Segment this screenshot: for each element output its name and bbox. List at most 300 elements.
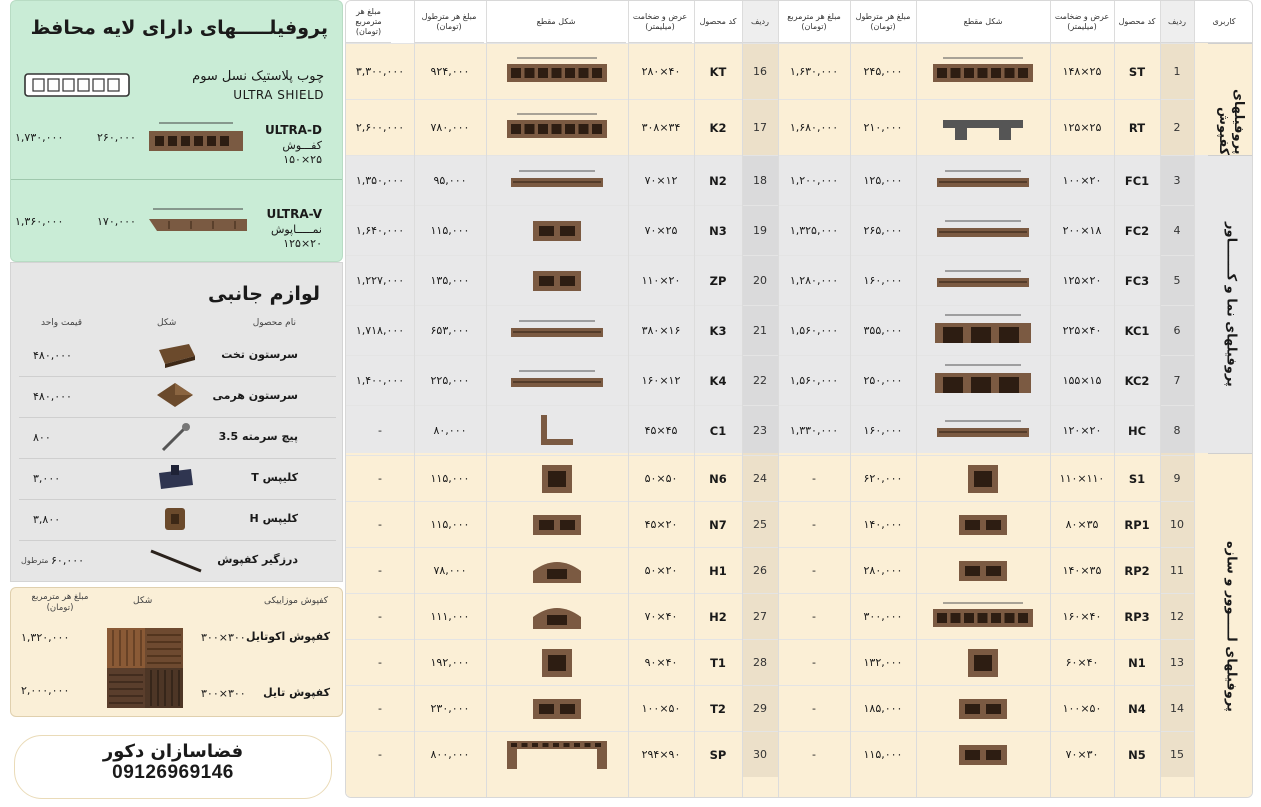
accessory-name: درزگیر کفپوش: [217, 553, 298, 566]
table-row: [346, 305, 778, 355]
product-code: SP: [709, 747, 727, 762]
price-per-m2: -: [812, 702, 816, 715]
clip-t-icon: [145, 461, 205, 495]
section-shape: [916, 406, 1050, 455]
accessory-price: ۸۰۰: [33, 431, 51, 444]
dimensions: ۱۰۰×۵۰: [641, 702, 681, 715]
mosaic-item-dims: ۳۰۰×۳۰۰: [201, 687, 246, 700]
header-price-m2-right: مبلغ هر مترمربع (تومان): [778, 1, 850, 43]
table-row: [778, 205, 1194, 255]
column-divider: [1160, 1, 1161, 797]
price-per-m2: -: [812, 610, 816, 623]
shield-item-price-m2: ۱,۷۳۰,۰۰۰: [15, 131, 64, 144]
section-shape: [916, 640, 1050, 685]
price-per-m2: -: [812, 518, 816, 531]
dimensions: ۲۲۵×۴۰: [1062, 324, 1102, 337]
accessory-row: [11, 540, 344, 580]
dimensions: ۲۰۰×۱۸: [1062, 224, 1102, 237]
table-row: [778, 355, 1194, 405]
column-divider: [916, 1, 917, 797]
accessory-name: سرستون تخت: [221, 348, 298, 361]
profile-section-icon: [493, 644, 621, 682]
accessory-name: کلیپس H: [249, 512, 298, 525]
price-per-meter: ۲۵۰,۰۰۰: [863, 374, 903, 387]
price-per-m2: ۱,۲۸۰,۰۰۰: [789, 274, 839, 287]
row-number: 29: [742, 686, 778, 731]
dimensions: ۱۰۰×۲۰: [1062, 174, 1102, 187]
price-per-meter: ۱۴۰,۰۰۰: [863, 518, 903, 531]
section-shape: [916, 594, 1050, 639]
dimensions: ۶۰×۴۰: [1065, 656, 1099, 669]
section-shape: [486, 548, 628, 593]
product-code: K4: [709, 373, 727, 388]
clip-h-icon: [145, 502, 205, 536]
header-shape-left: شکل مقطع: [486, 1, 626, 43]
profile-section-icon: [923, 552, 1043, 590]
dimensions: ۷۰×۳۰: [1065, 748, 1099, 761]
profile-section-icon: [923, 210, 1043, 252]
price-per-m2: ۱,۴۰۰,۰۰۰: [355, 374, 405, 387]
column-divider: [1194, 1, 1195, 797]
dimensions: ۲۸۰×۴۰: [641, 65, 681, 78]
table-row: [346, 501, 778, 547]
row-number: 5: [1160, 256, 1194, 305]
row-number: 4: [1160, 206, 1194, 255]
column-divider: [742, 1, 743, 797]
usage-facade: پروفیلهای نما و کـــــــاور: [1208, 155, 1253, 453]
product-code: RT: [1128, 120, 1146, 135]
mosaic-item-dims: ۳۰۰×۳۰۰: [201, 631, 246, 644]
product-code: T2: [710, 701, 726, 716]
product-code: N2: [709, 173, 727, 188]
price-per-meter: ۲۲۵,۰۰۰: [430, 374, 470, 387]
price-per-meter: ۲۶۵,۰۰۰: [863, 224, 903, 237]
column-divider: [778, 1, 779, 797]
price-per-meter: ۱۱۱,۰۰۰: [430, 610, 470, 623]
shield-item-type: نمـــــاپوش: [270, 223, 322, 236]
dimensions: ۵۰×۵۰: [644, 472, 678, 485]
table-row: [778, 501, 1194, 547]
price-per-m2: ۱,۳۵۰,۰۰۰: [355, 174, 405, 187]
table-row: [346, 455, 778, 501]
price-per-m2: -: [378, 424, 382, 437]
profile-section-icon: [493, 690, 621, 728]
price-per-meter: ۱۶۰,۰۰۰: [863, 424, 903, 437]
product-code: K2: [709, 120, 727, 135]
profile-section-icon: [923, 48, 1043, 96]
mosaic-panel: [10, 587, 343, 717]
price-per-meter: ۸۰۰,۰۰۰: [430, 748, 470, 761]
header-usage: کاربری: [1194, 1, 1253, 43]
row-number: 15: [1160, 732, 1194, 777]
profile-section-icon: [493, 410, 621, 452]
product-code: K3: [709, 323, 727, 338]
section-shape: [486, 594, 628, 639]
price-per-meter: ۱۱۵,۰۰۰: [430, 224, 470, 237]
header-shape-right: شکل مقطع: [916, 1, 1050, 43]
mosaic-item-name: کفپوش تایل: [263, 686, 330, 699]
product-code: N3: [709, 223, 727, 238]
section-shape: [486, 732, 628, 777]
price-per-meter: ۸۰,۰۰۰: [433, 424, 467, 437]
section-shape: [486, 406, 628, 455]
product-code: RP1: [1124, 517, 1150, 532]
product-code: H1: [709, 563, 727, 578]
price-per-m2: -: [812, 472, 816, 485]
dimensions: ۴۵×۲۰: [644, 518, 678, 531]
price-per-m2: -: [812, 656, 816, 669]
header-code-right: کد محصول: [1114, 1, 1160, 43]
dimensions: ۴۵×۴۵: [644, 424, 678, 437]
screw-icon: [145, 420, 205, 454]
header-row-right: ردیف: [1160, 1, 1194, 43]
accessory-row: [11, 335, 344, 375]
table-row: [778, 547, 1194, 593]
price-per-m2: ۱,۳۲۵,۰۰۰: [789, 224, 839, 237]
row-number: 20: [742, 256, 778, 305]
dimensions: ۱۲۰×۲۰: [1062, 424, 1102, 437]
price-per-m2: ۱,۶۸۰,۰۰۰: [789, 121, 839, 134]
shield-item-ultra-d: [11, 113, 344, 173]
profile-section-icon: [923, 360, 1043, 402]
profile-section-icon: [923, 736, 1043, 774]
dimensions: ۱۱۰×۱۱۰: [1059, 472, 1105, 485]
header-price-m-right: مبلغ هر مترطول (تومان): [850, 1, 916, 43]
product-code: ST: [1128, 64, 1146, 79]
price-per-meter: ۶۵۳,۰۰۰: [430, 324, 470, 337]
mosaic-item-name: کفپوش اکوتایل: [246, 630, 330, 643]
table-row: [778, 685, 1194, 731]
table-row: [346, 155, 778, 205]
product-code: RP2: [1124, 563, 1150, 578]
dimensions: ۷۰×۴۰: [644, 610, 678, 623]
cap-pyramid-icon: [145, 379, 205, 413]
row-number: 22: [742, 356, 778, 405]
row-number: 8: [1160, 406, 1194, 455]
table-row: [778, 155, 1194, 205]
accessory-row: [11, 458, 344, 498]
product-code: KT: [709, 64, 727, 79]
dimensions: ۱۶۰×۴۰: [1062, 610, 1102, 623]
header-code-left: کد محصول: [694, 1, 742, 43]
row-number: 14: [1160, 686, 1194, 731]
price-per-m2: -: [378, 702, 382, 715]
contact-card: [14, 735, 332, 799]
section-shape: [916, 356, 1050, 405]
dimensions: ۱۲۵×۲۵: [1062, 121, 1102, 134]
mosaic-item-price: ۲,۰۰۰,۰۰۰: [21, 684, 70, 697]
price-per-meter: ۷۸۰,۰۰۰: [430, 121, 470, 134]
row-number: 16: [742, 44, 778, 99]
dimensions: ۱۰۰×۵۰: [1062, 702, 1102, 715]
profile-section-icon: [923, 644, 1043, 682]
cap-flat-icon: [145, 338, 205, 372]
accessories-header-price: قیمت واحد: [41, 318, 83, 328]
product-code: KC1: [1124, 323, 1150, 338]
usage-louver: پروفیلهای لـــــوور و سازه: [1208, 453, 1253, 798]
column-divider: [414, 1, 415, 797]
dimensions: ۱۵۵×۱۵: [1062, 374, 1102, 387]
row-number: 28: [742, 640, 778, 685]
dimensions: ۱۴۰×۳۵: [1062, 564, 1102, 577]
section-shape: [486, 44, 628, 99]
table-row: [778, 731, 1194, 777]
section-shape: [916, 156, 1050, 205]
profile-section-icon: [923, 690, 1043, 728]
price-per-m2: ۱,۷۱۸,۰۰۰: [355, 324, 405, 337]
profile-section-icon: [493, 48, 621, 96]
ultra-shield-panel: [10, 0, 343, 262]
accessories-header-shape: شکل: [157, 318, 177, 328]
row-number: 17: [742, 100, 778, 155]
row-number: 2: [1160, 100, 1194, 155]
product-code: H2: [709, 609, 727, 624]
table-row: [346, 593, 778, 639]
shield-item-name: ULTRA-D: [264, 123, 322, 137]
product-code: N6: [709, 471, 727, 486]
header-dims-left: عرض و ضخامت (میلیمتر): [628, 1, 692, 43]
table-row: [346, 255, 778, 305]
table-row: [778, 639, 1194, 685]
row-number: 13: [1160, 640, 1194, 685]
table-row: [346, 99, 778, 155]
price-per-meter: ۱۳۲,۰۰۰: [863, 656, 903, 669]
section-shape: [486, 356, 628, 405]
profile-section-icon: [923, 310, 1043, 352]
price-per-meter: ۱۲۵,۰۰۰: [863, 174, 903, 187]
header-price-m-left: مبلغ هر مترطول (تومان): [414, 1, 484, 43]
accessory-price: ۳,۰۰۰: [33, 472, 61, 485]
price-per-m2: ۱,۳۳۰,۰۰۰: [789, 424, 839, 437]
product-code: S1: [1128, 471, 1146, 486]
dimensions: ۱۶۰×۱۲: [641, 374, 681, 387]
price-per-meter: ۱۱۵,۰۰۰: [430, 472, 470, 485]
product-code: C1: [709, 423, 727, 438]
profile-section-icon: [493, 506, 621, 544]
shield-item-price-m: ۲۶۰,۰۰۰: [97, 131, 136, 144]
header-row-left: ردیف: [742, 1, 778, 43]
dimensions: ۸۰×۳۵: [1065, 518, 1099, 531]
row-number: 6: [1160, 306, 1194, 355]
section-shape: [486, 156, 628, 205]
price-per-meter: ۱۳۵,۰۰۰: [430, 274, 470, 287]
row-number: 11: [1160, 548, 1194, 593]
table-row: [778, 305, 1194, 355]
header-price-m2-left: مبلغ هر مترمربع (تومان): [346, 1, 391, 43]
profile-section-icon: [493, 460, 621, 498]
mosaic-header-price: مبلغ هر مترمربع (تومان): [31, 592, 89, 613]
column-divider: [1114, 1, 1115, 797]
section-shape: [916, 100, 1050, 155]
price-per-meter: ۲۸۰,۰۰۰: [863, 564, 903, 577]
table-row: [346, 731, 778, 777]
price-per-m2: -: [378, 518, 382, 531]
column-divider: [1050, 1, 1051, 797]
ultra-d-profile-icon: [139, 117, 259, 159]
shield-item-ultra-v: [11, 197, 344, 257]
price-table: [345, 0, 1253, 798]
price-per-meter: ۹۲۴,۰۰۰: [430, 65, 470, 78]
seal-strip-icon: [145, 543, 205, 577]
table-row: [346, 355, 778, 405]
column-divider: [628, 1, 629, 797]
accessories-header-name: نام محصول: [252, 318, 296, 328]
row-number: 30: [742, 732, 778, 777]
profile-section-icon: [923, 460, 1043, 498]
product-code: RP3: [1124, 609, 1150, 624]
column-divider: [850, 1, 851, 797]
accessory-name: پیچ سرمته 3.5: [218, 430, 298, 443]
profile-section-icon: [493, 310, 621, 352]
ultra-v-profile-icon: [139, 201, 259, 243]
dimensions: ۹۰×۴۰: [644, 656, 678, 669]
row-number: 25: [742, 502, 778, 547]
product-code: N1: [1128, 655, 1146, 670]
row-number: 12: [1160, 594, 1194, 639]
accessory-row: [11, 499, 344, 539]
price-per-meter: ۲۳۰,۰۰۰: [430, 702, 470, 715]
section-shape: [916, 44, 1050, 99]
dimensions: ۲۹۴×۹۰: [641, 748, 681, 761]
dimensions: ۳۰۸×۳۴: [641, 121, 681, 134]
profile-section-icon: [493, 598, 621, 636]
row-number: 10: [1160, 502, 1194, 547]
price-per-meter: ۳۵۵,۰۰۰: [863, 324, 903, 337]
row-number: 19: [742, 206, 778, 255]
row-number: 26: [742, 548, 778, 593]
section-shape: [486, 100, 628, 155]
shield-item-type: کفـــوش: [282, 139, 322, 152]
price-per-m2: -: [812, 564, 816, 577]
section-shape: [916, 502, 1050, 547]
mosaic-item-ecotile: [11, 622, 344, 668]
accessory-price: ۶۰,۰۰۰: [51, 554, 85, 567]
usage-decking: پروفیلهای کفپوش: [1208, 43, 1253, 155]
section-shape: [916, 456, 1050, 501]
shield-item-dims: ۱۵۰×۲۵: [283, 153, 322, 166]
product-code: FC1: [1124, 173, 1150, 188]
row-number: 21: [742, 306, 778, 355]
section-shape: [916, 686, 1050, 731]
profile-section-icon: [493, 210, 621, 252]
accessories-panel: [10, 262, 343, 582]
accessory-price: ۳,۸۰۰: [33, 513, 61, 526]
section-shape: [486, 206, 628, 255]
profile-section-icon: [923, 598, 1043, 636]
mosaic-item-price: ۱,۳۲۰,۰۰۰: [21, 631, 70, 644]
table-row: [346, 43, 778, 99]
accessories-title: لوازم جانبی: [208, 283, 320, 305]
accessory-name: سرستون هرمی: [212, 389, 298, 402]
dimensions: ۱۲۵×۲۰: [1062, 274, 1102, 287]
price-per-m2: -: [378, 656, 382, 669]
price-per-meter: ۲۴۵,۰۰۰: [863, 65, 903, 78]
price-per-m2: -: [378, 472, 382, 485]
row-number: 7: [1160, 356, 1194, 405]
product-code: T1: [710, 655, 726, 670]
row-number: 18: [742, 156, 778, 205]
row-number: 9: [1160, 456, 1194, 501]
price-per-m2: ۱,۶۴۰,۰۰۰: [355, 224, 405, 237]
price-per-m2: ۱,۶۳۰,۰۰۰: [789, 65, 839, 78]
table-row: [778, 99, 1194, 155]
accessory-unit: مترطول: [21, 556, 49, 565]
section-shape: [486, 456, 628, 501]
profile-section-icon: [493, 160, 621, 202]
price-per-m2: ۱,۲۰۰,۰۰۰: [789, 174, 839, 187]
shield-item-dims: ۱۲۵×۲۰: [283, 237, 322, 250]
section-shape: [486, 256, 628, 305]
table-row: [778, 593, 1194, 639]
dimensions: ۱۴۸×۲۵: [1062, 65, 1102, 78]
profile-section-icon: [493, 736, 621, 774]
row-number: 24: [742, 456, 778, 501]
section-shape: [916, 548, 1050, 593]
profile-section-icon: [923, 506, 1043, 544]
profile-section-icon: [923, 410, 1043, 452]
price-per-m2: ۱,۵۶۰,۰۰۰: [789, 374, 839, 387]
price-per-m2: -: [378, 564, 382, 577]
dimensions: ۷۰×۱۲: [644, 174, 678, 187]
table-row: [778, 255, 1194, 305]
shield-item-price-m2: ۱,۳۶۰,۰۰۰: [15, 215, 64, 228]
row-number: 27: [742, 594, 778, 639]
profile-section-icon: [923, 260, 1043, 302]
company-name: فضاسازان دکور: [102, 741, 244, 762]
section-shape: [916, 306, 1050, 355]
price-per-m2: -: [378, 748, 382, 761]
dimensions: ۵۰×۲۰: [644, 564, 678, 577]
accessory-name: کلیپس T: [251, 471, 298, 484]
dimensions: ۷۰×۲۵: [644, 224, 678, 237]
row-number: 1: [1160, 44, 1194, 99]
shield-item-price-m: ۱۷۰,۰۰۰: [97, 215, 136, 228]
table-row: [346, 547, 778, 593]
table-row: [346, 205, 778, 255]
table-row: [346, 685, 778, 731]
profile-section-icon: [493, 552, 621, 590]
product-code: N7: [709, 517, 727, 532]
section-shape: [916, 206, 1050, 255]
profile-section-icon: [923, 160, 1043, 202]
shield-subtitle: چوب پلاستیک نسل سوم: [192, 69, 324, 84]
table-row: [346, 405, 778, 455]
product-code: N4: [1128, 701, 1146, 716]
table-row: [778, 43, 1194, 99]
table-row: [778, 405, 1194, 455]
price-per-meter: ۷۸,۰۰۰: [433, 564, 467, 577]
header-dims-right: عرض و ضخامت (میلیمتر): [1050, 1, 1114, 43]
mosaic-header-name: کفپوش موزاییکی: [263, 596, 328, 606]
accessory-row: [11, 417, 344, 457]
profile-section-icon: [493, 104, 621, 152]
price-per-meter: ۱۱۵,۰۰۰: [863, 748, 903, 761]
mosaic-header-shape: شکل: [133, 596, 153, 606]
row-number: 3: [1160, 156, 1194, 205]
price-per-meter: ۱۹۲,۰۰۰: [430, 656, 470, 669]
mosaic-item-tile: [11, 678, 344, 718]
dimensions: ۱۱۰×۲۰: [641, 274, 681, 287]
price-per-m2: -: [378, 610, 382, 623]
price-per-meter: ۲۱۰,۰۰۰: [863, 121, 903, 134]
price-per-meter: ۱۸۵,۰۰۰: [863, 702, 903, 715]
product-code: FC3: [1124, 273, 1150, 288]
product-code: N5: [1128, 747, 1146, 762]
profile-section-icon: [493, 360, 621, 402]
accessory-price: ۴۸۰,۰۰۰: [33, 349, 72, 362]
phone-number[interactable]: 09126969146: [112, 762, 234, 783]
price-per-m2: ۲,۶۰۰,۰۰۰: [355, 121, 405, 134]
